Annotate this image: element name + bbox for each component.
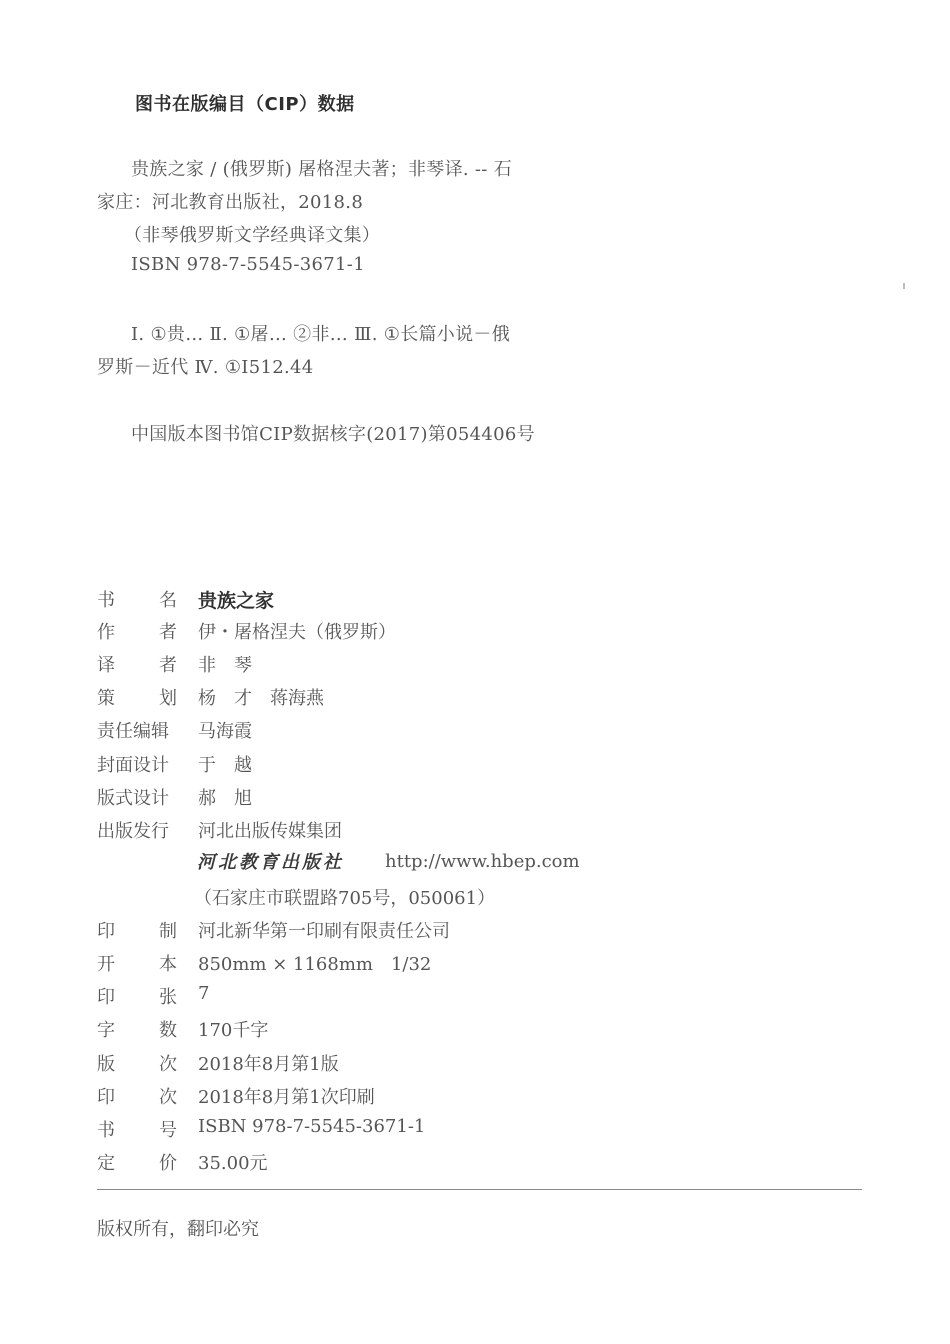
author-value: 伊・屠格涅夫（俄罗斯）	[198, 622, 396, 643]
info-label-isbn	[97, 1116, 177, 1142]
label-char: 译	[97, 655, 115, 676]
press-url-link[interactable]: http://www.hbep.com	[385, 851, 580, 872]
label-char: 印	[97, 987, 115, 1008]
info-label-printer	[97, 917, 177, 943]
info-label-edition	[97, 1050, 177, 1076]
label-char: 定	[97, 1153, 115, 1174]
label-char: 划	[159, 688, 177, 709]
book-title: 贵族之家	[198, 590, 275, 612]
divider-rule	[97, 1189, 862, 1190]
info-label-translator	[97, 651, 177, 677]
cip-heading: 图书在版编目（CIP）数据	[135, 94, 355, 115]
info-label-layout-design: 版式设计	[97, 788, 169, 809]
translator-value: 非 琴	[198, 655, 252, 676]
label-char: 数	[159, 1020, 177, 1041]
sheets-value: 7	[198, 983, 210, 1004]
label-char: 名	[159, 590, 177, 611]
press-address: （石家庄市联盟路705号，050061）	[194, 888, 496, 909]
words-value: 170千字	[198, 1020, 269, 1041]
press-logo: 河北教育出版社	[197, 852, 344, 873]
label-char: 张	[159, 987, 177, 1008]
label-char: 次	[159, 1054, 177, 1075]
label-char: 价	[159, 1153, 177, 1174]
printing-value: 2018年8月第1次印刷	[198, 1087, 375, 1108]
edition-value: 2018年8月第1版	[198, 1054, 339, 1075]
label-char: 字	[97, 1020, 115, 1041]
isbn-value: ISBN 978-7-5545-3671-1	[198, 1116, 426, 1137]
label-char: 版	[97, 1054, 115, 1075]
cip-line-title: 贵族之家 / (俄罗斯) 屠格涅夫著；非琴译. -- 石	[131, 159, 513, 180]
layout-design-value: 郝 旭	[198, 788, 252, 809]
label-char: 书	[97, 590, 115, 611]
label-char: 开	[97, 954, 115, 975]
price-value: 35.00元	[198, 1153, 268, 1174]
label-char: 制	[159, 921, 177, 942]
label-char: 本	[159, 954, 177, 975]
label-char: 书	[97, 1120, 115, 1141]
info-label-planner	[97, 684, 177, 710]
cip-line-isbn: ISBN 978-7-5545-3671-1	[131, 254, 365, 275]
label-char: 号	[159, 1120, 177, 1141]
cip-line-record-number: 中国版本图书馆CIP数据核字(2017)第054406号	[131, 424, 535, 445]
info-label-title	[97, 586, 177, 612]
cip-line-classification-cont: 罗斯－近代 Ⅳ. ①I512.44	[97, 357, 314, 378]
info-label-editor: 责任编辑	[97, 721, 169, 742]
info-label-publisher: 出版发行	[97, 821, 169, 842]
label-char: 印	[97, 921, 115, 942]
publisher-value: 河北出版传媒集团	[198, 821, 342, 842]
format-value: 850mm × 1168mm 1/32	[198, 954, 432, 975]
info-label-sheets	[97, 983, 177, 1009]
speck-mark	[903, 283, 905, 289]
label-char: 作	[97, 622, 115, 643]
label-char: 策	[97, 688, 115, 709]
info-label-price	[97, 1149, 177, 1175]
info-label-author	[97, 618, 177, 644]
cover-design-value: 于 越	[198, 755, 252, 776]
info-label-printing	[97, 1083, 177, 1109]
cip-line-classification: Ⅰ. ①贵… Ⅱ. ①屠… ②非… Ⅲ. ①长篇小说－俄	[131, 324, 511, 345]
copyright-notice: 版权所有，翻印必究	[97, 1219, 259, 1240]
label-char: 次	[159, 1087, 177, 1108]
label-char: 印	[97, 1087, 115, 1108]
printer-value: 河北新华第一印刷有限责任公司	[198, 921, 450, 942]
info-label-cover-design: 封面设计	[97, 755, 169, 776]
label-char: 者	[159, 622, 177, 643]
info-label-words	[97, 1016, 177, 1042]
cip-line-series: （非琴俄罗斯文学经典译文集）	[124, 225, 381, 246]
editor-value: 马海霞	[198, 721, 252, 742]
planner-value: 杨 才 蒋海燕	[198, 688, 324, 709]
cip-line-publisher: 家庄：河北教育出版社，2018.8	[97, 192, 364, 213]
label-char: 者	[159, 655, 177, 676]
info-label-format	[97, 950, 177, 976]
